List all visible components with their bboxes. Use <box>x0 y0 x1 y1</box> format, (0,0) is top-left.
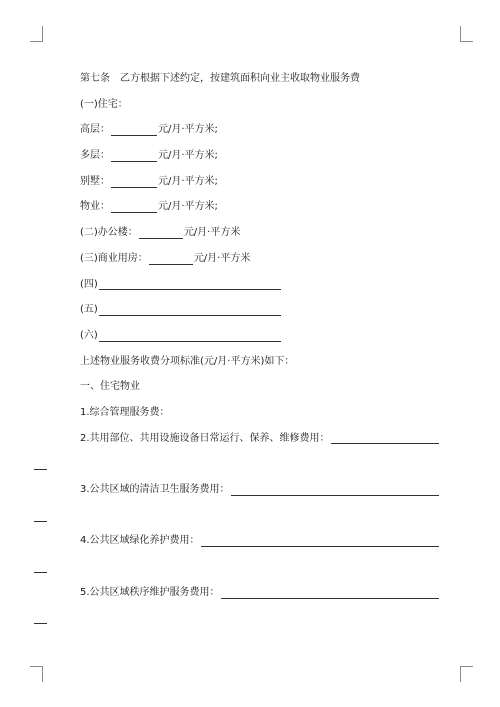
villa-fee-blank[interactable] <box>111 176 157 188</box>
residential-heading: (一)住宅： <box>80 98 128 110</box>
article-7-heading: 第七条 乙方根据下述约定，按建筑面积向业主收取物业服务费 <box>80 73 360 84</box>
property-fee-blank[interactable] <box>111 201 157 213</box>
multistory-fee-line: 多层： 元/月·平方米; <box>80 150 218 162</box>
office-fee-blank[interactable] <box>139 227 183 239</box>
fee-2-blank-continuation <box>34 458 47 470</box>
item-6-blank[interactable] <box>99 330 281 342</box>
property-fee-line: 物业： 元/月·平方米; <box>80 201 218 213</box>
fee-2-continuation <box>34 451 440 477</box>
highrise-fee-line: 高层： 元/月·平方米; <box>80 124 218 136</box>
fee-3-continuation <box>34 503 440 529</box>
section-1-heading: 一、住宅物业 <box>80 381 140 393</box>
fee-3-blank-continuation <box>34 510 47 522</box>
item-4-blank[interactable] <box>99 278 281 290</box>
highrise-fee-blank[interactable] <box>111 124 157 136</box>
fee-4-blank-continuation <box>34 561 47 573</box>
fee-4-blank[interactable] <box>201 535 439 547</box>
fee-5-continuation <box>34 605 440 631</box>
commercial-fee-line: (三)商业用房： 元/月·平方米 <box>80 252 251 264</box>
fee-4-line: 4.公共区域绿化养护费用： <box>80 528 440 554</box>
fee-4-continuation <box>34 554 440 580</box>
fee-3-line: 3.公共区域的清洁卫生服务费用： <box>80 477 440 503</box>
document-body <box>80 66 440 631</box>
fee-5-blank[interactable] <box>221 587 439 599</box>
item-4-line: (四) <box>80 272 440 298</box>
crop-mark-bottom-right <box>460 666 473 682</box>
fee-2-line: 2.共用部位、共用设施设备日常运行、保养、维修费用： <box>80 426 440 452</box>
item-5-blank[interactable] <box>99 304 281 316</box>
villa-fee-line: 别墅： 元/月·平方米; <box>80 175 218 187</box>
crop-mark-bottom-left <box>30 666 43 682</box>
item-5-line: (五) <box>80 297 440 323</box>
item-6-line: (六) <box>80 323 440 349</box>
fee-standard-intro: 上述物业服务收费分项标准(元/月·平方米)如下： <box>80 355 295 367</box>
fee-5-line: 5.公共区域秩序维护服务费用： <box>80 580 440 606</box>
commercial-fee-blank[interactable] <box>149 253 193 265</box>
crop-mark-top-right <box>460 26 473 42</box>
office-fee-line: (二)办公楼： 元/月·平方米 <box>80 227 241 239</box>
crop-mark-top-left <box>30 26 43 42</box>
fee-2-blank[interactable] <box>331 432 439 444</box>
fee-1-line: 1.综合管理服务费： <box>80 406 170 418</box>
fee-3-blank[interactable] <box>231 484 439 496</box>
fee-5-blank-continuation <box>34 612 47 624</box>
multistory-fee-blank[interactable] <box>111 150 157 162</box>
